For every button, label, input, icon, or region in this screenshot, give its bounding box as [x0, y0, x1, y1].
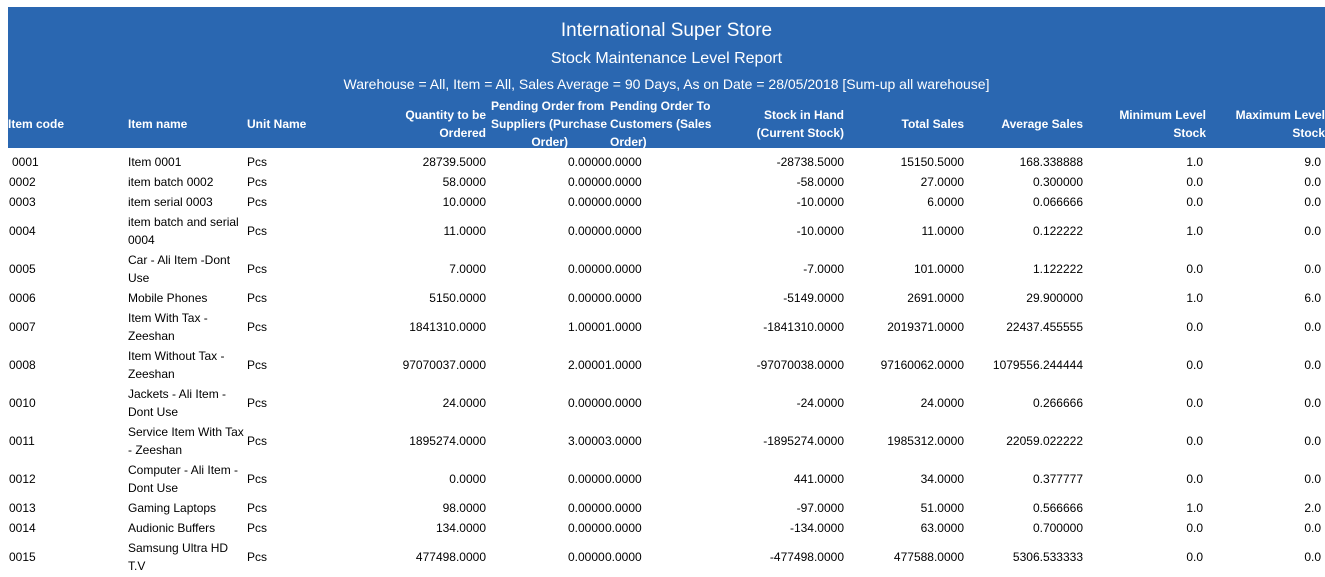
cell-qty-ordered: 5150.0000 — [429, 291, 486, 305]
cell-unit-name: Pcs — [247, 320, 268, 334]
cell-unit-name: Pcs — [247, 472, 268, 486]
report-title: Stock Maintenance Level Report — [550, 50, 783, 67]
cell-total-sales: 51.0000 — [920, 501, 964, 515]
col-header-pending-customers — [610, 97, 711, 151]
cell-pending-customers: 1.0000 — [605, 358, 642, 372]
col-header-stock-in-hand — [724, 106, 844, 142]
store-name: International Super Store — [560, 20, 773, 41]
cell-maximum-level: 0.0 — [1304, 434, 1321, 448]
cell-maximum-level: 0.0 — [1304, 550, 1321, 564]
cell-item-name: Gaming Laptops — [128, 501, 217, 515]
cell-item-code: 0006 — [9, 291, 36, 305]
cell-pending-customers: 0.0000 — [605, 396, 642, 410]
cell-minimum-level: 0.0 — [1186, 434, 1203, 448]
cell-pending-customers: 0.0000 — [605, 262, 642, 276]
cell-average-sales: 5306.533333 — [1012, 550, 1083, 564]
cell-pending-suppliers: 0.0000 — [568, 155, 605, 169]
col-header-stock-line1: Stock in Hand — [763, 108, 844, 122]
cell-unit-name: Pcs — [247, 358, 268, 372]
col-header-maximum-level — [1207, 106, 1325, 142]
cell-stock-in-hand: -58.0000 — [796, 175, 844, 189]
col-header-minimum-line1: Minimum Level — [1119, 108, 1206, 122]
cell-total-sales: 2691.0000 — [907, 291, 964, 305]
cell-average-sales: 1.122222 — [1032, 262, 1083, 276]
cell-pending-customers: 1.0000 — [605, 320, 642, 334]
cell-qty-ordered: 7.0000 — [449, 262, 486, 276]
cell-pending-suppliers: 0.0000 — [568, 521, 605, 535]
cell-total-sales: 1985312.0000 — [887, 434, 964, 448]
cell-maximum-level: 6.0 — [1304, 291, 1321, 305]
cell-item-code: 0008 — [9, 358, 36, 372]
table-row — [0, 309, 1325, 347]
cell-qty-ordered: 134.0000 — [435, 521, 486, 535]
cell-pending-suppliers: 2.0000 — [568, 358, 605, 372]
cell-average-sales: 0.266666 — [1032, 396, 1083, 410]
cell-pending-customers: 0.0000 — [605, 195, 642, 209]
table-row — [0, 461, 1325, 499]
table-row — [0, 251, 1325, 289]
cell-qty-ordered: 477498.0000 — [415, 550, 486, 564]
col-header-pending-suppliers-line3: Order) — [531, 135, 568, 149]
cell-pending-customers: 0.0000 — [605, 501, 642, 515]
col-header-item-code: Item code — [8, 117, 65, 131]
cell-stock-in-hand: -7.0000 — [803, 262, 844, 276]
cell-stock-in-hand: -5149.0000 — [783, 291, 844, 305]
table-row — [0, 539, 1325, 577]
cell-average-sales: 168.338888 — [1019, 155, 1083, 169]
cell-average-sales: 22437.455555 — [1006, 320, 1083, 334]
cell-item-code: 0011 — [9, 434, 35, 448]
cell-qty-ordered: 97070037.0000 — [402, 358, 486, 372]
cell-item-code: 0015 — [9, 550, 36, 564]
cell-pending-suppliers: 0.0000 — [568, 396, 605, 410]
cell-pending-customers: 0.0000 — [605, 175, 642, 189]
cell-unit-name: Pcs — [247, 396, 268, 410]
cell-minimum-level: 1.0 — [1186, 155, 1203, 169]
cell-stock-in-hand: 441.0000 — [793, 472, 844, 486]
cell-item-name: Audionic Buffers — [128, 521, 216, 535]
cell-unit-name: Pcs — [247, 155, 268, 169]
report-filters: Warehouse = All, Item = All, Sales Average = 90 Days, As on Date = 28/05/2018 [Sum-up all warehouse] — [343, 76, 990, 92]
cell-item-code: 0005 — [9, 262, 36, 276]
cell-item-name: Samsung Ultra HD T.V — [128, 541, 229, 573]
cell-average-sales: 0.700000 — [1032, 521, 1083, 535]
cell-item-code: 0012 — [9, 472, 36, 486]
col-header-item-name: Item name — [128, 117, 188, 131]
cell-qty-ordered: 98.0000 — [442, 501, 486, 515]
cell-minimum-level: 0.0 — [1186, 521, 1203, 535]
cell-item-code: 0014 — [9, 521, 36, 535]
cell-average-sales: 0.300000 — [1032, 175, 1083, 189]
col-header-maximum-line1: Maximum Level — [1235, 108, 1325, 122]
cell-pending-customers: 0.0000 — [605, 521, 642, 535]
cell-total-sales: 27.0000 — [920, 175, 964, 189]
cell-pending-suppliers: 0.0000 — [568, 224, 605, 238]
cell-item-name: Mobile Phones — [128, 291, 208, 305]
cell-pending-suppliers: 0.0000 — [568, 291, 605, 305]
col-header-qty-ordered — [376, 106, 486, 142]
cell-minimum-level: 0.0 — [1186, 358, 1203, 372]
cell-minimum-level: 1.0 — [1186, 501, 1203, 515]
cell-total-sales: 97160062.0000 — [880, 358, 964, 372]
cell-maximum-level: 2.0 — [1304, 501, 1321, 515]
col-header-pending-suppliers-line2: Suppliers (Purchase — [491, 117, 608, 131]
table-row — [0, 173, 1325, 193]
cell-item-name: Car - Ali Item -Dont Use — [128, 253, 231, 285]
cell-average-sales: 22059.022222 — [1006, 434, 1083, 448]
cell-qty-ordered: 24.0000 — [442, 396, 486, 410]
cell-average-sales: 0.566666 — [1032, 501, 1083, 515]
cell-qty-ordered: 28739.5000 — [422, 155, 486, 169]
table-row — [0, 193, 1325, 213]
cell-minimum-level: 0.0 — [1186, 320, 1203, 334]
cell-pending-customers: 3.0000 — [605, 434, 642, 448]
cell-average-sales: 0.122222 — [1032, 224, 1083, 238]
cell-minimum-level: 0.0 — [1186, 472, 1203, 486]
cell-total-sales: 101.0000 — [913, 262, 964, 276]
cell-item-name: Item With Tax - Zeeshan — [128, 311, 208, 343]
table-row — [0, 385, 1325, 423]
cell-pending-suppliers: 0.0000 — [568, 472, 605, 486]
cell-item-name: Service Item With Tax - Zeeshan — [128, 425, 244, 457]
cell-maximum-level: 0.0 — [1304, 358, 1321, 372]
cell-pending-suppliers: 0.0000 — [568, 195, 605, 209]
cell-stock-in-hand: -477498.0000 — [769, 550, 844, 564]
cell-item-code: 0007 — [9, 320, 36, 334]
cell-pending-customers: 0.0000 — [605, 472, 642, 486]
table-row — [0, 289, 1325, 309]
cell-pending-suppliers: 3.0000 — [568, 434, 605, 448]
cell-unit-name: Pcs — [247, 195, 268, 209]
cell-pending-suppliers: 0.0000 — [568, 550, 605, 564]
col-header-pending-suppliers — [491, 97, 607, 151]
cell-item-code: 0003 — [9, 195, 36, 209]
cell-minimum-level: 0.0 — [1186, 550, 1203, 564]
col-header-pending-customers-line2: Customers (Sales — [610, 117, 712, 131]
table-row — [0, 213, 1325, 251]
cell-unit-name: Pcs — [247, 224, 268, 238]
cell-qty-ordered: 10.0000 — [442, 195, 486, 209]
cell-stock-in-hand: -97.0000 — [796, 501, 844, 515]
cell-average-sales: 0.377777 — [1032, 472, 1083, 486]
cell-minimum-level: 0.0 — [1186, 396, 1203, 410]
cell-item-name: Computer - Ali Item - Dont Use — [128, 463, 239, 495]
cell-maximum-level: 0.0 — [1304, 396, 1321, 410]
cell-unit-name: Pcs — [247, 434, 268, 448]
cell-item-code: 0010 — [9, 396, 36, 410]
cell-qty-ordered: 1841310.0000 — [409, 320, 486, 334]
cell-average-sales: 1079556.244444 — [992, 358, 1083, 372]
cell-item-name: Item 0001 — [128, 155, 182, 169]
cell-stock-in-hand: -1895274.0000 — [763, 434, 844, 448]
cell-pending-suppliers: 0.0000 — [568, 501, 605, 515]
cell-item-code: 0002 — [9, 175, 36, 189]
report-header-banner — [8, 7, 1325, 148]
cell-maximum-level: 0.0 — [1304, 320, 1321, 334]
table-row — [0, 153, 1325, 173]
cell-unit-name: Pcs — [247, 521, 268, 535]
col-header-pending-customers-line3: Order) — [610, 135, 647, 149]
cell-pending-customers: 0.0000 — [605, 224, 642, 238]
cell-unit-name: Pcs — [247, 291, 268, 305]
cell-total-sales: 15150.5000 — [900, 155, 964, 169]
cell-maximum-level: 0.0 — [1304, 262, 1321, 276]
cell-total-sales: 2019371.0000 — [887, 320, 964, 334]
cell-qty-ordered: 0.0000 — [449, 472, 486, 486]
cell-total-sales: 477588.0000 — [893, 550, 964, 564]
col-header-pending-customers-line1: Pending Order To — [610, 99, 711, 113]
cell-item-name: Jackets - Ali Item - Dont Use — [128, 387, 227, 419]
cell-minimum-level: 0.0 — [1186, 175, 1203, 189]
cell-pending-customers: 0.0000 — [605, 550, 642, 564]
cell-total-sales: 11.0000 — [921, 224, 964, 238]
cell-maximum-level: 9.0 — [1304, 155, 1321, 169]
cell-stock-in-hand: -97070038.0000 — [756, 358, 844, 372]
cell-unit-name: Pcs — [247, 175, 268, 189]
cell-total-sales: 34.0000 — [920, 472, 964, 486]
cell-average-sales: 0.066666 — [1032, 195, 1083, 209]
cell-item-name: item batch and serial 0004 — [128, 215, 239, 247]
cell-total-sales: 63.0000 — [920, 521, 964, 535]
cell-stock-in-hand: -134.0000 — [789, 521, 844, 535]
cell-pending-customers: 0.0000 — [605, 291, 642, 305]
cell-qty-ordered: 11.0000 — [443, 224, 486, 238]
cell-maximum-level: 0.0 — [1304, 175, 1321, 189]
cell-stock-in-hand: -24.0000 — [796, 396, 844, 410]
cell-minimum-level: 0.0 — [1186, 262, 1203, 276]
cell-unit-name: Pcs — [247, 550, 268, 564]
cell-item-name: Item Without Tax - Zeeshan — [128, 349, 225, 381]
table-row — [0, 519, 1325, 539]
cell-item-code: 0013 — [9, 501, 36, 515]
cell-pending-suppliers: 0.0000 — [568, 175, 605, 189]
col-header-total-sales: Total Sales — [901, 117, 964, 131]
cell-qty-ordered: 58.0000 — [442, 175, 486, 189]
table-row — [0, 423, 1325, 461]
cell-maximum-level: 0.0 — [1304, 224, 1321, 238]
cell-pending-suppliers: 0.0000 — [568, 262, 605, 276]
cell-item-name: item serial 0003 — [128, 195, 213, 209]
cell-minimum-level: 1.0 — [1186, 224, 1203, 238]
cell-maximum-level: 0.0 — [1304, 195, 1321, 209]
table-row — [0, 347, 1325, 385]
cell-total-sales: 24.0000 — [920, 396, 964, 410]
col-header-stock-line2: (Current Stock) — [756, 126, 844, 140]
cell-item-code: 0001 — [12, 155, 39, 169]
cell-average-sales: 29.900000 — [1026, 291, 1083, 305]
col-header-maximum-line2: Stock — [1292, 126, 1325, 140]
cell-unit-name: Pcs — [247, 501, 268, 515]
cell-minimum-level: 0.0 — [1186, 195, 1203, 209]
cell-stock-in-hand: -1841310.0000 — [763, 320, 844, 334]
cell-maximum-level: 0.0 — [1304, 472, 1321, 486]
table-row — [0, 499, 1325, 519]
col-header-pending-suppliers-line1: Pending Order from — [491, 99, 605, 113]
cell-minimum-level: 1.0 — [1186, 291, 1203, 305]
cell-stock-in-hand: -28738.5000 — [776, 155, 844, 169]
col-header-unit-name: Unit Name — [247, 117, 307, 131]
col-header-qty-ordered-line2: Ordered — [439, 126, 486, 140]
cell-total-sales: 6.0000 — [927, 195, 964, 209]
col-header-average-sales: Average Sales — [1001, 117, 1083, 131]
cell-qty-ordered: 1895274.0000 — [409, 434, 486, 448]
cell-pending-customers: 0.0000 — [605, 155, 642, 169]
cell-unit-name: Pcs — [247, 262, 268, 276]
cell-maximum-level: 0.0 — [1304, 521, 1321, 535]
cell-item-name: item batch 0002 — [128, 175, 214, 189]
cell-item-code: 0004 — [9, 224, 36, 238]
cell-pending-suppliers: 1.0000 — [568, 320, 605, 334]
col-header-minimum-level — [1088, 106, 1206, 142]
col-header-qty-ordered-line1: Quantity to be — [405, 108, 486, 122]
cell-stock-in-hand: -10.0000 — [796, 224, 844, 238]
col-header-minimum-line2: Stock — [1173, 126, 1206, 140]
cell-stock-in-hand: -10.0000 — [796, 195, 844, 209]
